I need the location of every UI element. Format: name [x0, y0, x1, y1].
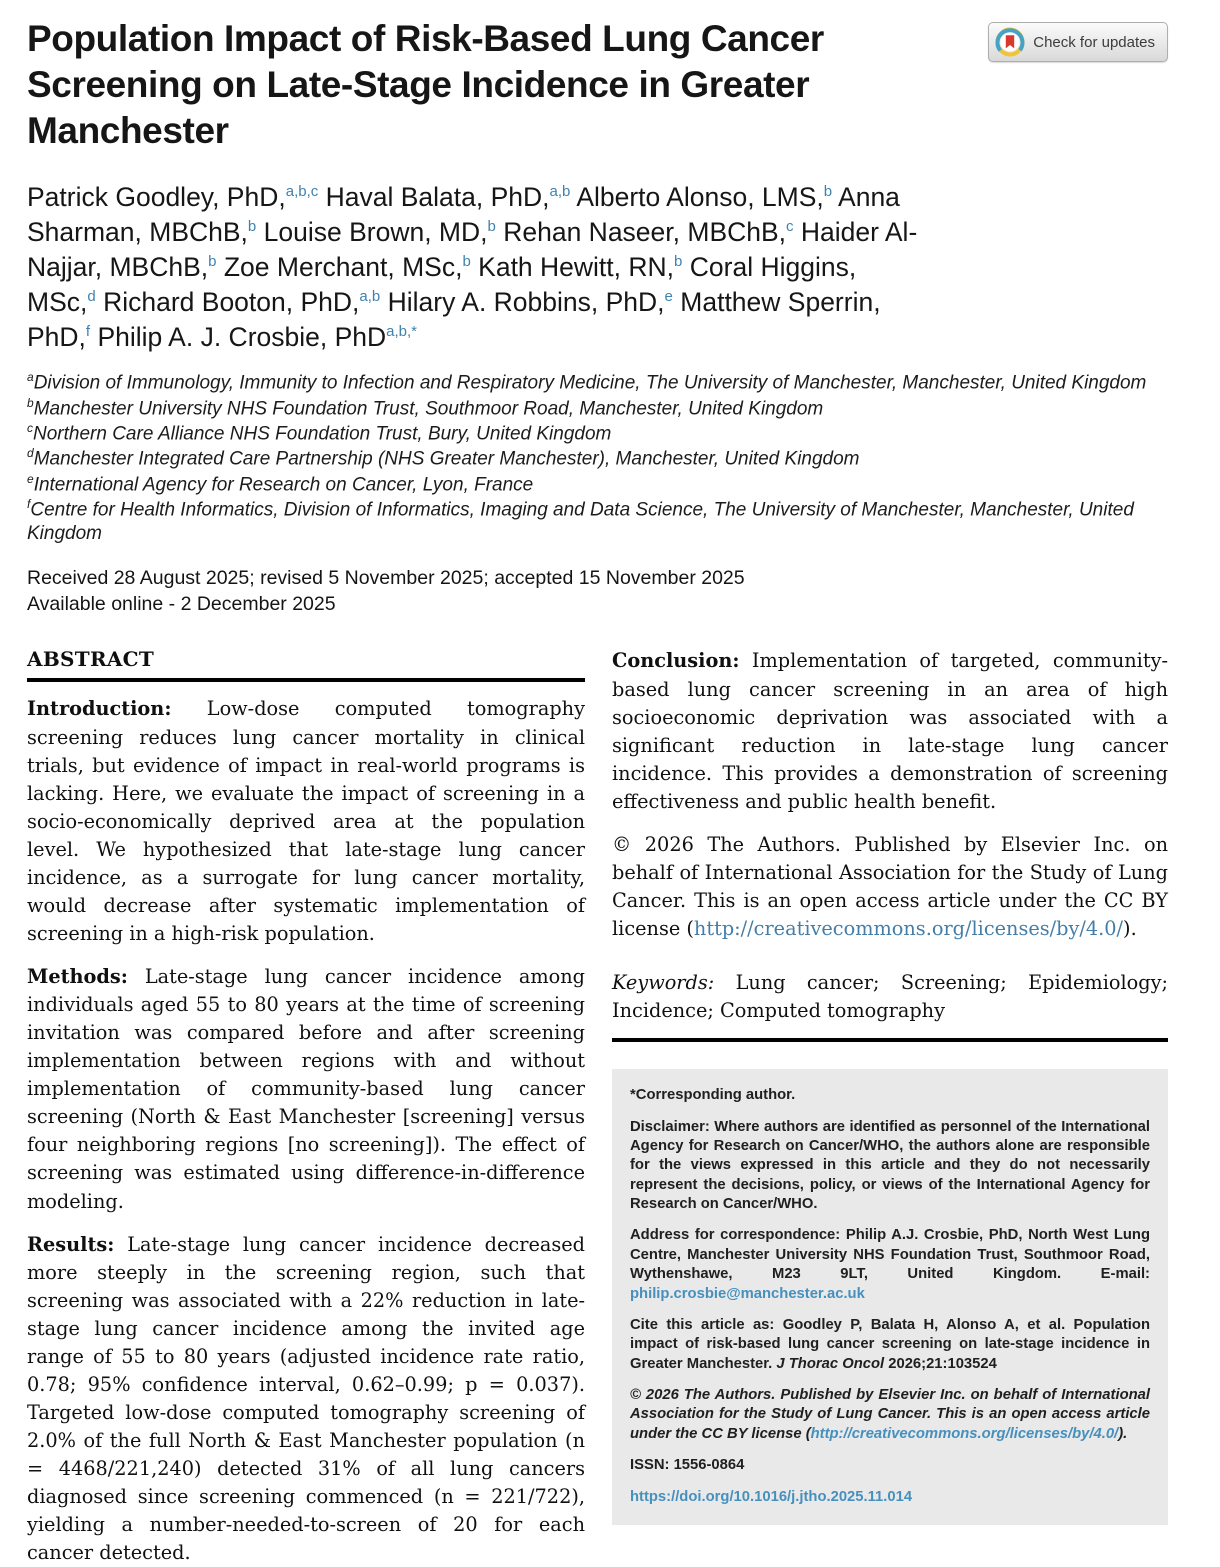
author-sup: a,b: [549, 182, 571, 200]
box-copyright: © 2026 The Authors. Published by Elsevier Inc. on behalf of International Association for the Study of Lung Cancer. This is an open access article under the CC BY license (http://creativecommons.org/licenses/by/4.0/).: [630, 1387, 1150, 1442]
footnote-box: [612, 1069, 1168, 1525]
cc-by-license-link[interactable]: http://creativecommons.org/licenses/by/4.0/: [693, 917, 1124, 941]
author: Philip A. J. Crosbie, PhD$^{a,b,*}$: [97, 321, 418, 352]
crossmark-logo-icon: [995, 27, 1025, 57]
author: Rehan Naseer, MBChB,$^c$: [503, 216, 794, 247]
author-sup: a,b,*: [386, 322, 418, 340]
author: Patrick Goodley, PhD,$^{a,b,c}$: [27, 181, 319, 212]
author-sup: b: [208, 252, 217, 270]
affiliation: $^f$Centre for Health Informatics, Division of Informatics, Imaging and Data Science, The University of Manchester, Manchester, United Kingdom: [27, 496, 1134, 545]
paper-title: Population Impact of Risk-Based Lung Cancer Screening on Late-Stage Incidence in Greater Manchester: [27, 18, 824, 151]
section-label: Methods:: [27, 965, 128, 989]
author-sup: b: [462, 252, 471, 270]
abstract-left-column: [27, 647, 585, 1567]
abstract-right-column: [612, 647, 1168, 1567]
author: Richard Booton, PhD,$^{a,b}$: [103, 286, 381, 317]
keywords: Keywords: Lung cancer; Screening; Epidemiology; Incidence; Computed tomography: [612, 971, 1168, 1023]
author-sup: b: [823, 182, 833, 200]
author-sup: a,b: [359, 287, 381, 305]
abstract-results: Results: Late-stage lung cancer incidence decreased more steeply in the screening region, such that screening was associated with a 22% reduction in late-stage lung cancer incidence among the invited age range of 55 to 80 years (adjusted incidence rate ratio, 0.78; 95% confidence interval, 0.62–0.99; p = 0.037). Targeted low-dose computed tomography screening of 2.0% of the full North & East Manchester population (n = 4468/221,240) detected 31% of all lung cancers diagnosed since screening commenced (n = 221/722), yielding a number-needed-to-screen of 20 for each cancer detected.: [27, 1232, 585, 1565]
keywords-label: Keywords:: [612, 971, 715, 995]
doi-link[interactable]: https://doi.org/10.1016/j.jtho.2025.11.014: [630, 1488, 913, 1505]
author: Haider Al-Najjar, MBChB,$^b$: [27, 216, 918, 282]
citation-note: Cite this article as: Goodley P, Balata H, Alonso A, et al. Population impact of risk-based lung cancer screening on late-stage incidence in Greater Manchester. J Thorac Oncol 2026;21:103524: [630, 1316, 1150, 1372]
author: Kath Hewitt, RN,$^b$: [478, 251, 683, 282]
abstract-columns: [27, 647, 1168, 1567]
author: Matthew Sperrin, PhD,$^f$: [27, 286, 881, 352]
abstract-heading: ABSTRACT: [27, 647, 155, 672]
author-sup: f: [85, 322, 91, 340]
abstract-copyright: © 2026 The Authors. Published by Elsevier Inc. on behalf of International Association for the Study of Lung Cancer. This is an open access article under the CC BY license (http://creativecommons.org/licenses/by/4.0/).: [612, 832, 1168, 941]
author-sup: b: [247, 217, 257, 235]
author-sup: d: [87, 287, 96, 305]
affiliation: $^e$International Agency for Research on Cancer, Lyon, France: [27, 471, 534, 495]
author: Haval Balata, PhD,$^{a,b}$: [325, 181, 571, 212]
author: Zoe Merchant, MSc,$^b$: [223, 251, 471, 282]
author-list: [27, 180, 927, 355]
section-label: Results:: [27, 1232, 115, 1256]
address-for-correspondence: Address for correspondence: Philip A.J. Crosbie, PhD, North West Lung Centre, Manchester University NHS Foundation Trust, Southmoor Road, Wythenshawe, M23 9LT, United Kingdom. E-mail: philip.crosbie@manchester.ac.uk: [630, 1227, 1150, 1302]
received-dates: Received 28 August 2025; revised 5 November 2025; accepted 15 November 2025: [27, 567, 745, 589]
affiliation: $^d$Manchester Integrated Care Partnership (NHS Greater Manchester), Manchester, United Kingdom: [27, 446, 860, 470]
affiliation-list: [27, 370, 1168, 546]
corresponding-author-note: *Corresponding author.: [630, 1087, 796, 1104]
email-link[interactable]: philip.crosbie@manchester.ac.uk: [630, 1285, 865, 1302]
abstract-methods: Methods: Late-stage lung cancer incidence among individuals aged 55 to 80 years at the time of screening invitation was compared before and after screening implementation between regions with and without implementation of community-based lung cancer screening (North & East Manchester [screening] versus four neighboring regions [no screening]). The effect of screening was estimated using difference-in-difference modeling.: [27, 965, 585, 1213]
abstract-introduction: Introduction: Low-dose computed tomography screening reduces lung cancer mortality in clinical trials, but evidence of impact in real-world programs is lacking. Here, we evaluate the impact of screening in a socio-economically deprived area at the population level. We hypothesized that late-stage lung cancer incidence, as a surrogate for lung cancer mortality, would decrease after systematic implementation of screening in a high-risk population.: [27, 697, 585, 945]
check-for-updates-label: Check for updates: [1033, 33, 1155, 51]
keywords-rule: [612, 1038, 1168, 1042]
affiliation: $^c$Northern Care Alliance NHS Foundation Trust, Bury, United Kingdom: [27, 421, 612, 445]
available-online-date: Available online - 2 December 2025: [27, 592, 336, 615]
cc-by-license-link[interactable]: http://creativecommons.org/licenses/by/4.0/: [810, 1425, 1119, 1442]
doi-link-row: [630, 1488, 1150, 1507]
section-label: Introduction:: [27, 697, 172, 721]
author: Anna Sharman, MBChB,$^b$: [27, 181, 900, 247]
author: Hilary A. Robbins, PhD,$^e$: [387, 286, 673, 317]
journal-name: J Thorac Oncol: [776, 1355, 885, 1372]
issn: ISSN: 1556-0864: [630, 1457, 745, 1474]
author: Coral Higgins, MSc,$^d$: [27, 251, 857, 317]
abstract-conclusion: Conclusion: Implementation of targeted, community-based lung cancer screening in an area of high socioeconomic deprivation was associated with a significant reduction in late-stage lung cancer incidence. This provides a demonstration of screening effectiveness and public health benefit.: [612, 649, 1168, 813]
author: Alberto Alonso, LMS,$^b$: [576, 181, 833, 212]
author: Louise Brown, MD,$^b$: [263, 216, 496, 247]
abstract-rule: [27, 678, 585, 682]
check-for-updates-button[interactable]: [988, 22, 1168, 62]
section-label: Conclusion:: [612, 649, 740, 673]
author-sup: b: [674, 252, 683, 270]
affiliation: $^b$Manchester University NHS Foundation Trust, Southmoor Road, Manchester, United Kingdom: [27, 395, 824, 420]
author-sup: b: [487, 217, 496, 235]
affiliation: $^a$Division of Immunology, Immunity to Infection and Respiratory Medicine, The University of Manchester, Manchester, United Kingdom: [27, 370, 1147, 394]
header: [27, 16, 1168, 154]
author-sup: c: [786, 217, 794, 235]
disclaimer: Disclaimer: Where authors are identified as personnel of the International Agency for Research on Cancer/WHO, the authors alone are responsible for the views expressed in this article and they do not necessarily represent the decisions, policy, or views of the International Agency for Research on Cancer/WHO.: [630, 1118, 1150, 1213]
author-sup: e: [664, 287, 673, 305]
author-sup: a,b,c: [285, 182, 319, 200]
article-history: [27, 566, 1168, 617]
